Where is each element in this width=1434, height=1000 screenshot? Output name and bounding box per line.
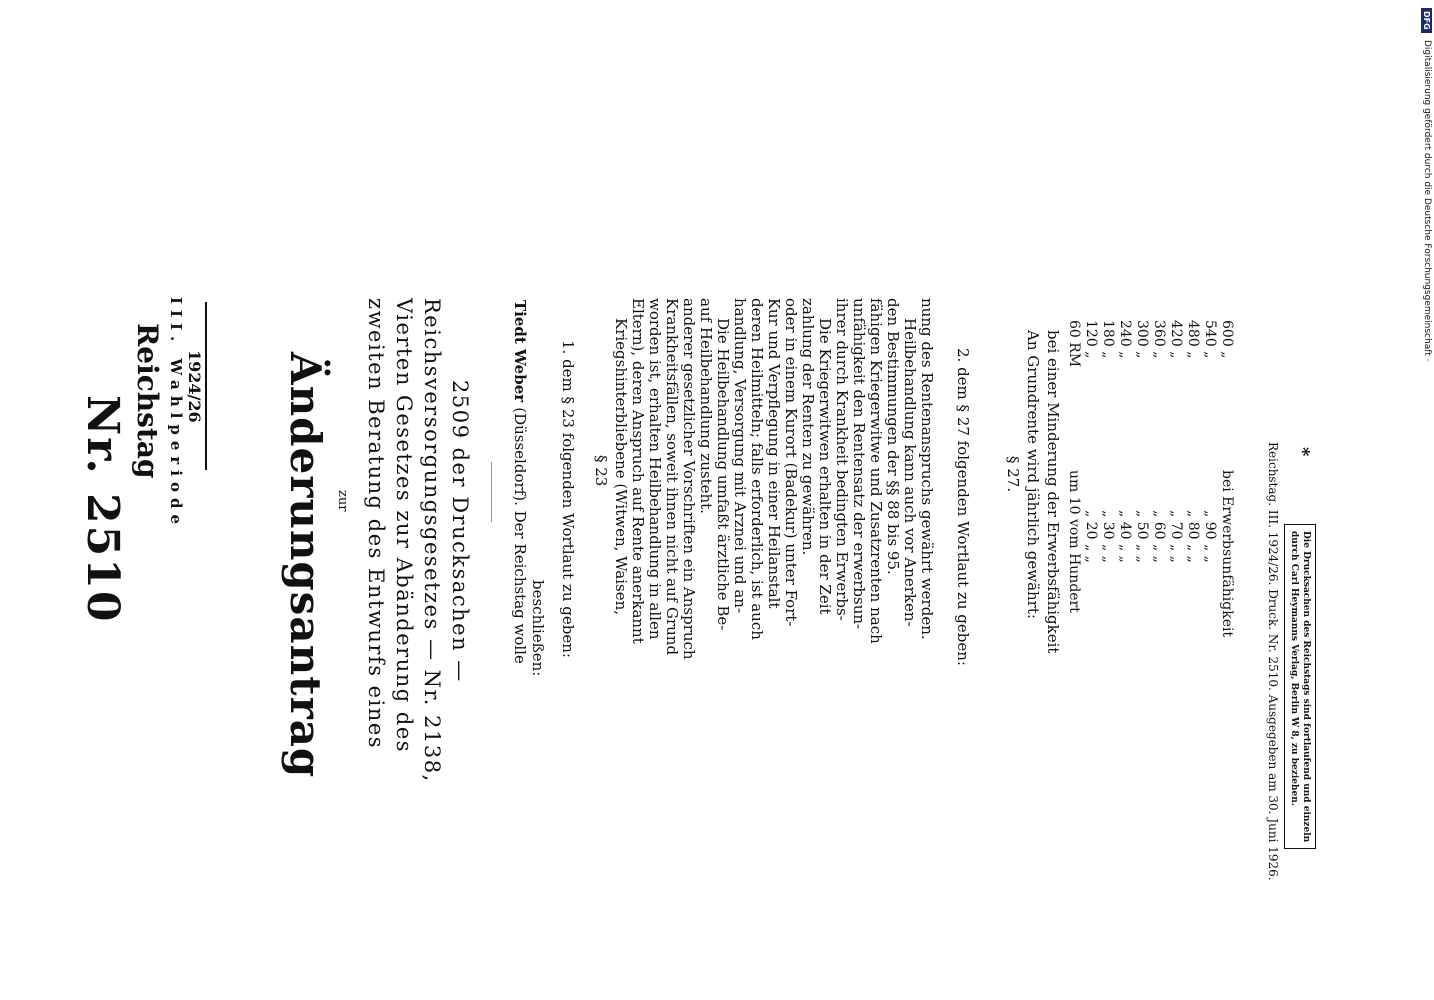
table-row-value: 480 „ <box>1185 320 1201 359</box>
table-row-value: 540 „ <box>1202 320 1218 359</box>
table-row-value: 300 „ <box>1134 320 1150 359</box>
star-mark: * <box>1292 447 1313 457</box>
table-row-label: „ 20 „ „ <box>1083 510 1099 563</box>
section-23-line: worden ist, erhalten Heilbehandlung in allen <box>646 298 664 640</box>
section-23-line: Heilbehandlung kann auch vor Anerken- <box>901 318 919 627</box>
table-row-label: um 10 vom Hundert <box>1066 470 1082 613</box>
section-23-line: ihrer durch Krankheit bedingten Erwerbs- <box>833 298 851 621</box>
section-23-line: deren Heilmitteln; falls erforderlich, ist auch <box>748 298 766 640</box>
section-23-line: Kur und Verpflegung in einer Heilanstalt <box>765 298 783 609</box>
section-27-heading: § 27. <box>1004 456 1022 493</box>
period-years: 1924/26 <box>185 350 204 423</box>
table-row-value: 360 „ <box>1151 320 1167 359</box>
item-1: 1. dem § 23 folgenden Wortlaut zu geben: <box>559 340 577 658</box>
section-23-line: handlung, Versorgung mit Arznei und an- <box>731 298 749 614</box>
distribution-note-line-2: durch Carl Heymanns Verlag, Berlin W 8, zu beziehen. <box>1289 531 1299 806</box>
intro-line-1: zweiten Beratung des Entwurfs eines <box>364 298 388 750</box>
motion-line-2: beschließen: <box>529 580 547 677</box>
document-title: Änderungsantrag <box>281 352 330 779</box>
table-row-value: 60 RM <box>1066 320 1082 368</box>
reichstag-heading: Reichstag <box>131 323 164 479</box>
header-rule <box>205 302 207 470</box>
table-row-label: „ 70 „ „ <box>1168 510 1184 563</box>
distribution-note-box <box>1284 524 1316 849</box>
separator-line <box>491 462 492 522</box>
table-row-value: 420 „ <box>1168 320 1184 359</box>
table-row-label: „ 60 „ „ <box>1151 510 1167 563</box>
table-row-value: 120 „ <box>1083 320 1099 359</box>
table-row-value: 240 „ <box>1117 320 1133 359</box>
motion-line-1 <box>511 300 530 664</box>
table-row-value: 180 „ <box>1100 320 1116 359</box>
intro-line-3: Reichsversorgungsgesetzes — Nr. 2138, <box>420 298 444 783</box>
wahlperiode-heading: III. Wahlperiode <box>167 297 185 531</box>
section-23-line: fähigen Kriegerwitwe und Zusatzrenten nach <box>867 298 885 644</box>
table-row-label: „ 50 „ „ <box>1134 510 1150 563</box>
section-23-heading: § 23 <box>592 455 610 487</box>
section-23-line: anderer gesetzlicher Vorschriften ein Anspruch <box>680 298 698 660</box>
section-23-line: zahlung der Renten zu gewähren. <box>799 298 817 556</box>
section-23-line: nung des Rentenanspruchs gewährt werden. <box>918 298 936 640</box>
motion-mover-rest: (Düsseldorf). Der Reichstag wolle <box>511 407 529 664</box>
section-23-line: Die Kriegerwitwen erhalten in der Zeit <box>816 318 834 615</box>
section-23-line: oder in einem Kurort (Badekur) unter Fort- <box>782 298 800 627</box>
table-row-label: bei Erwerbsunfähigkeit <box>1219 470 1235 638</box>
table-row-value: 600 „ <box>1219 320 1235 359</box>
title-zur: zur <box>335 490 350 512</box>
section-23-line: Kriegshinterbliebene (Witwen, Waisen, <box>612 318 630 616</box>
section-23-line: unfähigkeit den Rentensatz der erwerbsun- <box>850 298 868 630</box>
table-row-label: „ 30 „ „ <box>1100 510 1116 563</box>
item-2: 2. dem § 27 folgenden Wortlaut zu geben: <box>954 348 972 666</box>
dfg-sidebar-text: Digitalisierung gefördert durch die Deutsche Forschungsgemeinschaft · <box>1422 40 1432 362</box>
citation-line: Reichstag. III. 1924/26. Druck. Nr. 2510. Ausgegeben am 30. Juni 1926. <box>1266 442 1280 881</box>
section-23-line: Die Heilbehandlung umfaßt ärztliche Be- <box>714 318 732 631</box>
section-23-line: Eltern), deren Anspruch auf Rente anerkannt <box>629 298 647 644</box>
intro-line-4: 2509 der Drucksachen — <box>448 380 472 683</box>
intro-line-2: Vierten Gesetzes zur Abänderung des <box>392 298 416 754</box>
dfg-logo: DFG <box>1421 8 1432 33</box>
table-row-label: „ 80 „ „ <box>1185 510 1201 563</box>
section-23-line: auf Heilbehandlung zusteht. <box>697 298 715 514</box>
table-row-label: „ 90 „ „ <box>1202 510 1218 563</box>
distribution-note-line-1: Die Drucksachen des Reichstags sind fortlaufend und einzeln <box>1301 531 1311 843</box>
document-number: Nr. 2510 <box>77 395 128 624</box>
section-23-line: den Bestimmungen der §§ 88 bis 95. <box>884 298 902 575</box>
section-27-line-2: bei einer Minderung der Erwerbsfähigkeit <box>1044 330 1062 654</box>
table-row-label: „ 40 „ „ <box>1117 510 1133 563</box>
section-23-line: Krankheitsfällen, soweit ihnen nicht auf Grund <box>663 298 681 656</box>
motion-mover: Tiedt Weber <box>511 300 529 403</box>
section-27-line-1: An Grundrente wird jährlich gewährt: <box>1024 330 1042 619</box>
